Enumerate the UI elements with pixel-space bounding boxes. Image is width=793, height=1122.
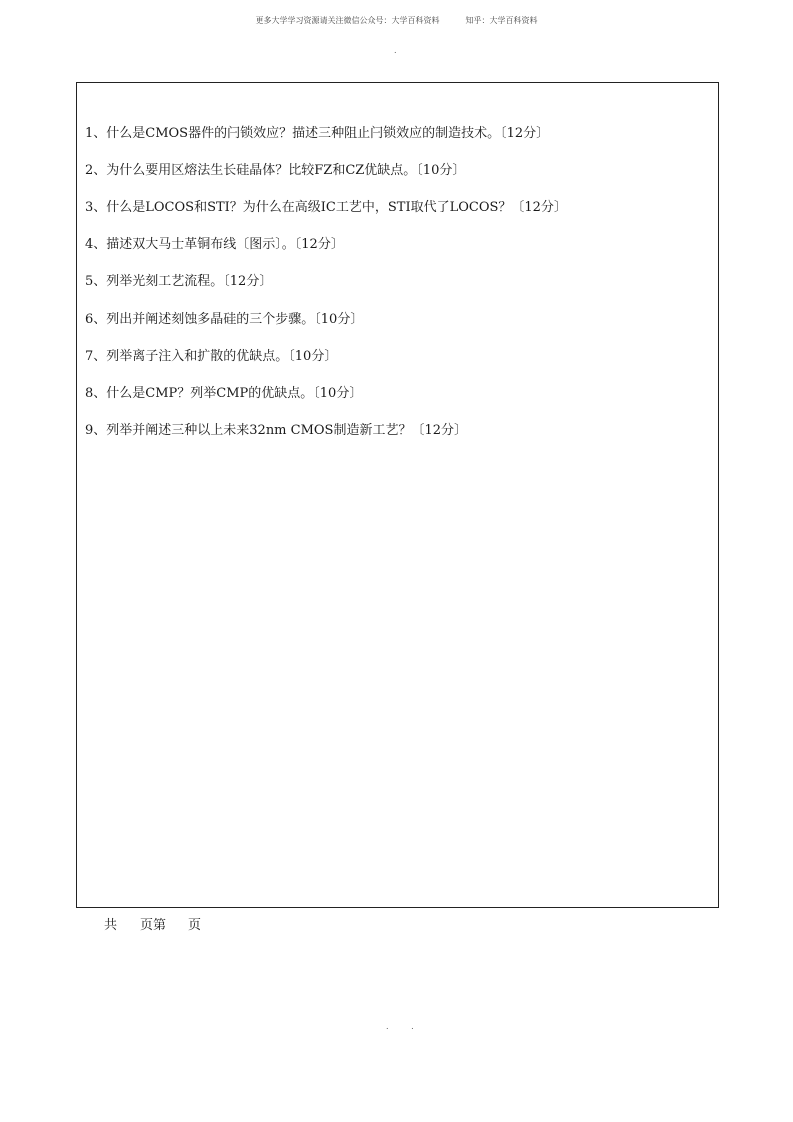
question-1: 1、什么是CMOS器件的闩锁效应？描述三种阻止闩锁效应的制造技术。〔12分〕 — [85, 126, 550, 141]
page-counter — [104, 914, 201, 933]
question-3: 3、什么是LOCOS和STI？为什么在高级IC工艺中，STI取代了LOCOS？〔12分〕 — [85, 200, 567, 215]
header-wechat-text: 更多大学学习资源请关注微信公众号：大学百科资料 — [255, 16, 440, 25]
question-2: 2、为什么要用区熔法生长硅晶体？比较FZ和CZ优缺点。〔10分〕 — [85, 163, 466, 178]
question-6: 6、列出并阐述刻蚀多晶硅的三个步骤。〔10分〕 — [85, 312, 364, 327]
question-5: 5、列举光刻工艺流程。〔12分〕 — [85, 274, 273, 289]
page-total-label: 共 — [104, 918, 118, 933]
page-current-label: 页第 — [140, 918, 167, 933]
question-8: 8、什么是CMP？列举CMP的优缺点。〔10分〕 — [85, 386, 363, 401]
exam-question-box — [76, 82, 719, 908]
question-7: 7、列举离子注入和扩散的优缺点。〔10分〕 — [85, 349, 338, 364]
header-zhihu-text: 知乎：大学百科资料 — [465, 16, 538, 25]
question-9: 9、列举并阐述三种以上未来32nm CMOS制造新工艺？〔12分〕 — [85, 423, 468, 438]
page-header — [0, 15, 793, 26]
top-mark: . — [394, 46, 397, 55]
page-suffix-label: 页 — [188, 918, 202, 933]
question-4: 4、描述双大马士革铜布线〔图示〕。〔12分〕 — [85, 237, 344, 252]
bottom-mark: . . — [386, 1022, 424, 1031]
